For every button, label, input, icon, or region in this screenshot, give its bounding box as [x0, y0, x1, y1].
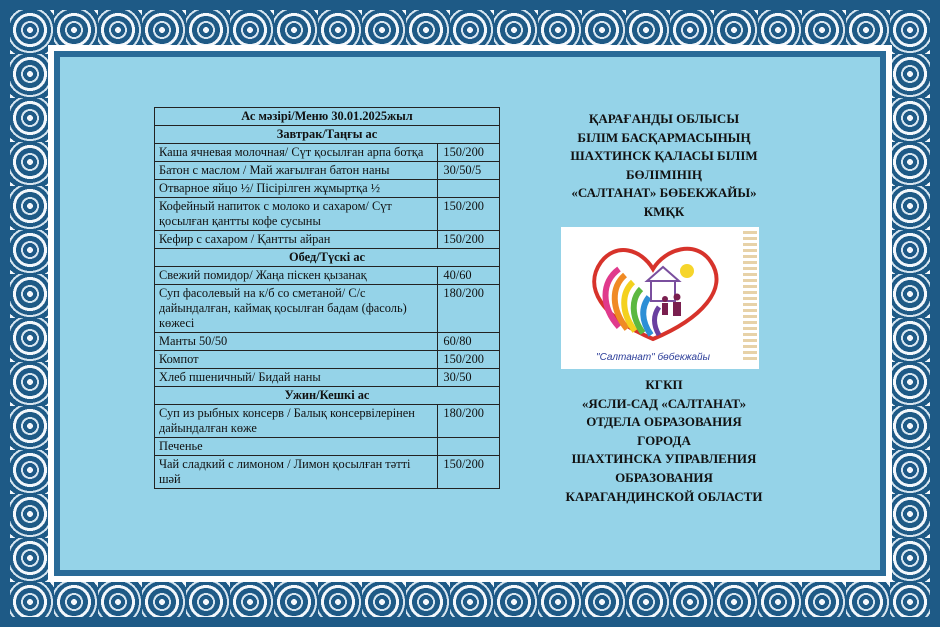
menu-item-row	[155, 285, 500, 333]
organization-name-kz	[548, 110, 780, 222]
menu-section-row	[155, 387, 500, 405]
menu-item-row	[155, 438, 500, 456]
org-kz-line: КМҚК	[643, 203, 685, 219]
menu-item-portion: 40/60	[438, 267, 500, 285]
org-kz-line: БӨЛІМІНІҢ	[625, 166, 703, 182]
menu-item-portion: 30/50	[438, 369, 500, 387]
menu-item-row	[155, 333, 500, 351]
menu-item-row	[155, 267, 500, 285]
menu-item-row	[155, 144, 500, 162]
org-ru-line: КАРАГАНДИНСКОЙ ОБЛАСТИ	[565, 488, 763, 504]
menu-item-dish: Суп фасолевый на к/б со сметаной/ С/с дайындалған, каймақ қосылған бадам (фасоль) көжесі	[155, 285, 438, 333]
logo-caption: "Салтанат" бөбекжайы	[596, 352, 710, 363]
menu-item-row	[155, 180, 500, 198]
menu-item-portion	[438, 180, 500, 198]
menu-section-title: Обед/Түскі ас	[155, 249, 500, 267]
organization-name-ru	[548, 376, 780, 506]
menu-item-row	[155, 351, 500, 369]
menu-item-portion: 150/200	[438, 144, 500, 162]
menu-section-row	[155, 249, 500, 267]
menu-item-dish: Манты 50/50	[155, 333, 438, 351]
menu-item-dish: Батон с маслом / Май жағылған батон наны	[155, 162, 438, 180]
ornament-strip	[743, 231, 757, 363]
menu-item-portion: 180/200	[438, 285, 500, 333]
menu-section-title: Ужин/Кешкі ас	[155, 387, 500, 405]
menu-item-dish: Хлеб пшеничный/ Бидай наны	[155, 369, 438, 387]
org-ru-line: ШАХТИНСКА УПРАВЛЕНИЯ	[571, 451, 757, 467]
org-ru-line: ОБРАЗОВАНИЯ	[615, 469, 713, 485]
menu-item-portion: 150/200	[438, 456, 500, 489]
menu-item-dish: Свежий помидор/ Жаңа піскен қызанақ	[155, 267, 438, 285]
org-ru-line: ГОРОДА	[637, 432, 691, 448]
menu-item-row	[155, 198, 500, 231]
menu-item-dish: Отварное яйцо ½/ Пісірілген жұмыртқа ½	[155, 180, 438, 198]
menu-section-title: Завтрак/Таңғы ас	[155, 126, 500, 144]
menu-item-portion: 60/80	[438, 333, 500, 351]
menu-item-portion: 180/200	[438, 405, 500, 438]
menu-item-dish: Каша ячневая молочная/ Сүт қосылған арпа ботқа	[155, 144, 438, 162]
menu-item-dish: Компот	[155, 351, 438, 369]
org-ru-line: ОТДЕЛА ОБРАЗОВАНИЯ	[586, 414, 742, 430]
menu-item-dish: Суп из рыбных консерв / Балық консервілерінен дайындалған көже	[155, 405, 438, 438]
menu-item-dish: Кофейный напиток с молоко и сахаром/ Сүт қосылған қантты кофе сусыны	[155, 198, 438, 231]
menu-item-row	[155, 369, 500, 387]
menu-item-portion: 150/200	[438, 198, 500, 231]
org-ru-line: КГКП	[645, 377, 683, 392]
menu-item-portion: 30/50/5	[438, 162, 500, 180]
menu-item-row	[155, 405, 500, 438]
kindergarten-logo	[561, 227, 759, 369]
org-kz-line: ШАХТИНСК ҚАЛАСЫ БІЛІМ	[570, 148, 758, 164]
menu-item-row	[155, 162, 500, 180]
menu-item-portion	[438, 438, 500, 456]
menu-item-portion: 150/200	[438, 231, 500, 249]
heart-rainbow-icon	[561, 227, 745, 347]
org-kz-line: БІЛІМ БАСҚАРМАСЫНЫҢ	[577, 129, 751, 145]
menu-title-row	[155, 108, 500, 126]
menu-section-row	[155, 126, 500, 144]
menu-item-dish: Чай сладкий с лимоном / Лимон қосылған тәтті шәй	[155, 456, 438, 489]
org-ru-line: «ЯСЛИ-САД «САЛТАНАТ»	[581, 395, 747, 411]
menu-title: Ас мәзірі/Меню 30.01.2025жыл	[155, 108, 500, 126]
menu-item-row	[155, 231, 500, 249]
menu-item-row	[155, 456, 500, 489]
menu-item-portion: 150/200	[438, 351, 500, 369]
menu-item-dish: Кефир с сахаром / Қантты айран	[155, 231, 438, 249]
org-kz-line: «САЛТАНАТ» БӨБЕКЖАЙЫ»	[571, 185, 757, 201]
org-kz-line: ҚАРАҒАНДЫ ОБЛЫСЫ	[588, 111, 740, 126]
menu-table	[154, 107, 500, 489]
menu-item-dish: Печенье	[155, 438, 438, 456]
